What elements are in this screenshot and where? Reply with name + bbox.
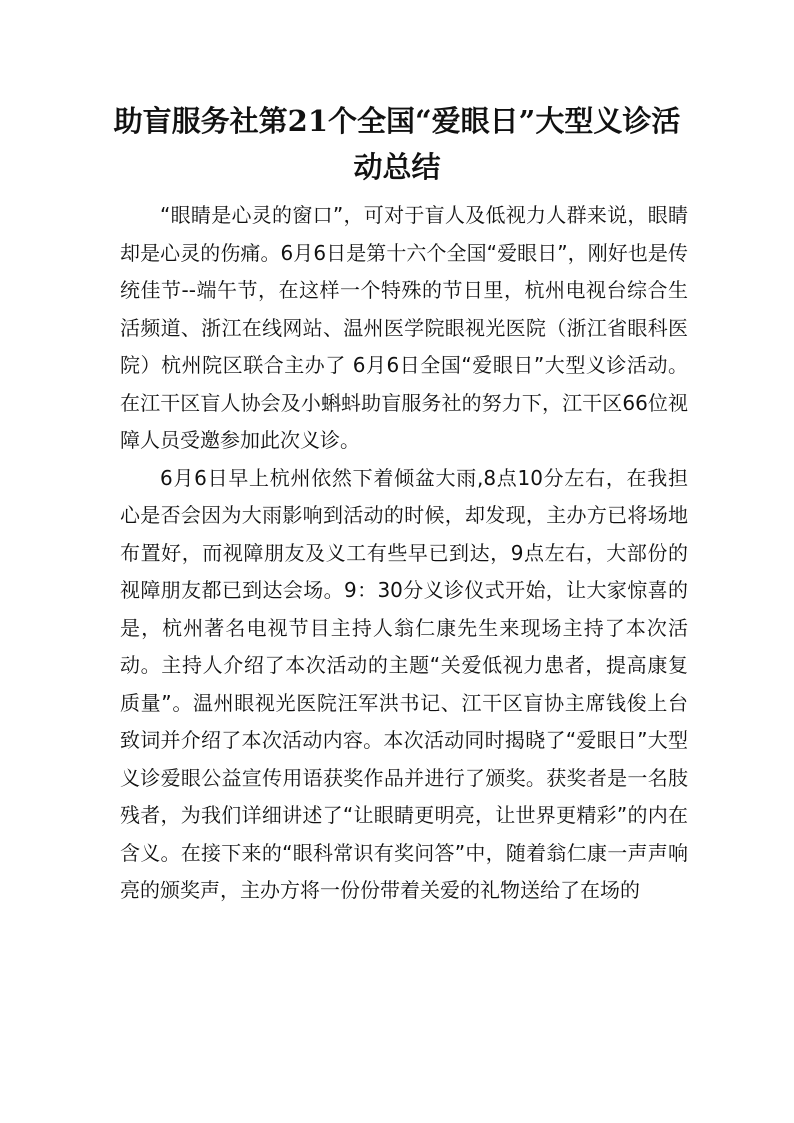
document-body bbox=[120, 197, 688, 910]
document-title: 助盲服务社第21个全国“爱眼日”大型义诊活动总结 bbox=[113, 104, 681, 184]
paragraph-1: “眼睛是心灵的窗口”，可对于盲人及低视力人群来说，眼睛却是心灵的伤痛。6月6日是第十六个全国“爱眼日”，刚好也是传统佳节--端午节，在这样一个特殊的节日里，杭州电视台综合生活频道、浙江在线网站、温州医学院眼视光医院（浙江省眼科医院）杭州院区联合主办了 6月6日全国“爱眼日”大型义诊活动。在江干区盲人协会及小蝌蚪助盲服务社的努力下，江干区66位视障人员受邀参加此次义诊。 bbox=[120, 203, 688, 452]
paragraph-2: 6月6日早上杭州依然下着倾盆大雨,8点10分左右，在我担心是否会因为大雨影响到活动的时候，却发现，主办方已将场地布置好，而视障朋友及义工有些早已到达，9点左右，大部份的视障朋友都已到达会场。9：30分义诊仪式开始，让大家惊喜的是，杭州著名电视节目主持人翁仁康先生来现场主持了本次活动。主持人介绍了本次活动的主题“关爱低视力患者，提高康复质量”。温州眼视光医院汪军洪书记、江干区盲协主席钱俊上台致词并介绍了本次活动内容。本次活动同时揭晓了“爱眼日”大型义诊爱眼公益宣传用语获奖作品并进行了颁奖。获奖者是一名肢残者，为我们详细讲述了“让眼睛更明亮，让世界更精彩”的内在含义。在接下来的“眼科常识有奖问答”中，随着翁仁康一声声响亮的颁奖声，主办方将一份份带着关爱的礼物送给了在场的 bbox=[120, 465, 688, 902]
